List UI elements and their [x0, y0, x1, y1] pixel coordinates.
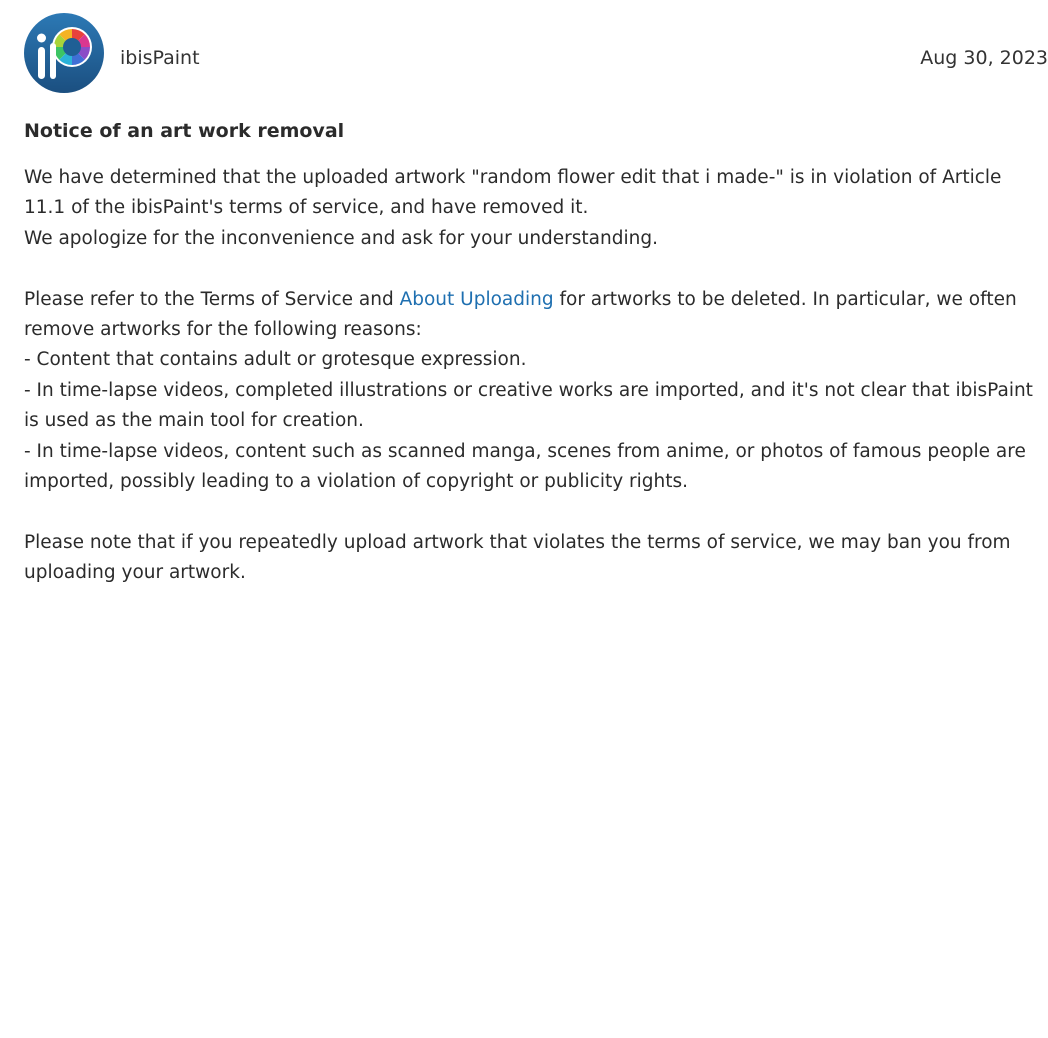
reason-item: - Content that contains adult or grotesque expression.	[24, 349, 527, 371]
sender-name: ibisPaint	[120, 47, 200, 69]
message-header	[24, 13, 1048, 93]
paragraph-violation: We have determined that the uploaded artwork "random flower edit that i made-" is in violation of Article 11.1 of the ibisPaint's terms of service, and have removed it.	[24, 167, 1002, 219]
spacer	[24, 497, 1044, 527]
reasons-intro-text: Please refer to the Terms of Service and	[24, 288, 400, 310]
notice-title: Notice of an art work removal	[24, 120, 345, 142]
paragraph-reasons-intro	[24, 285, 1044, 346]
reasons-intro-text-continued: for artworks to be deleted. In particular, we often remove artworks for the following reasons:	[24, 288, 1017, 341]
about-uploading-link[interactable]: About Uploading	[399, 288, 554, 310]
message-date: Aug 30, 2023	[920, 47, 1048, 69]
paragraph-apology: We apologize for the inconvenience and ask for your understanding.	[24, 227, 658, 249]
paragraph-closing: Please note that if you repeatedly upload artwork that violates the terms of service, we may ban you from uploading your artwork.	[24, 531, 1011, 584]
reason-item: - In time-lapse videos, completed illustrations or creative works are imported, and it's not clear that ibisPaint is used as the main tool for creation.	[24, 379, 1033, 432]
notice-body	[24, 163, 1044, 589]
ibispaint-logo-icon[interactable]	[24, 13, 104, 93]
reason-item: - In time-lapse videos, content such as scanned manga, scenes from anime, or photos of famous people are imported, possibly leading to a violation of copyright or publicity rights.	[24, 440, 1026, 493]
spacer	[24, 254, 1044, 284]
